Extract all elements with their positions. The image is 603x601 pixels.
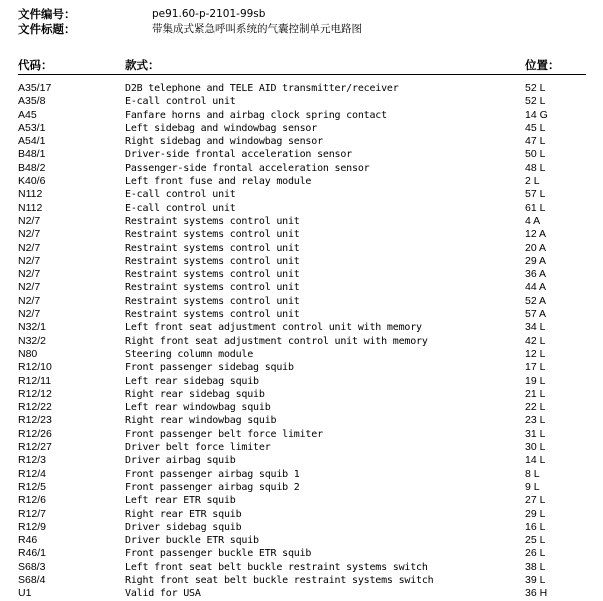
row-location: 48 L <box>525 161 546 174</box>
row-description: Left rear sidebag squib <box>125 375 259 387</box>
row-description: Driver belt force limiter <box>125 442 271 454</box>
table-row <box>18 175 586 188</box>
table-row <box>18 348 586 361</box>
row-description: Front passenger airbag squib 1 <box>125 468 300 480</box>
row-description: Left rear windowbag squib <box>125 402 271 414</box>
row-description: Right rear sidebag squib <box>125 388 265 400</box>
row-code: R12/6 <box>18 494 47 507</box>
table-row <box>18 228 586 241</box>
row-location: 29 A <box>525 254 547 267</box>
row-description: Steering column module <box>125 348 254 360</box>
row-description: Left front seat belt buckle restraint systems switch <box>125 561 428 573</box>
row-code: R12/10 <box>18 361 52 374</box>
row-code: A45 <box>18 108 37 121</box>
table-row <box>18 321 586 334</box>
row-location: 21 L <box>525 387 546 400</box>
table-row <box>18 388 586 401</box>
table-row <box>18 135 586 148</box>
table-row <box>18 587 586 600</box>
row-description: D2B telephone and TELE AID transmitter/receiver <box>125 83 399 94</box>
row-location: 42 L <box>525 334 546 347</box>
row-code: R12/9 <box>18 520 47 533</box>
row-code: A54/1 <box>18 135 46 148</box>
table-row <box>18 468 586 481</box>
row-location: 19 L <box>525 374 546 387</box>
component-table <box>18 82 586 601</box>
row-location: 16 L <box>525 520 546 533</box>
row-description: Left front seat adjustment control unit with memory <box>125 322 422 334</box>
row-code: N2/7 <box>18 254 41 267</box>
row-code: R12/27 <box>18 441 52 454</box>
table-row <box>18 268 586 281</box>
row-location: 45 L <box>525 121 546 134</box>
row-location: 52 A <box>525 294 547 307</box>
row-location: 23 L <box>525 414 546 427</box>
table-row <box>18 295 586 308</box>
row-code: R46/1 <box>18 547 47 560</box>
row-code: R12/7 <box>18 507 47 520</box>
row-location: 34 L <box>525 321 546 334</box>
row-location: 8 L <box>525 467 540 480</box>
row-location: 38 L <box>525 560 546 573</box>
row-description: Restraint systems control unit <box>125 255 300 267</box>
row-code: R12/11 <box>18 374 52 387</box>
row-code: N2/7 <box>18 281 41 294</box>
row-location: 14 G <box>525 108 548 121</box>
doc-number-value: pe91.60-p-2101-99sb <box>152 7 266 20</box>
row-description: Front passenger buckle ETR squib <box>125 548 312 560</box>
row-description: Front passenger belt force limiter <box>125 428 323 440</box>
table-row <box>18 481 586 494</box>
row-code: A53/1 <box>18 121 46 134</box>
row-location: 47 L <box>525 135 546 148</box>
row-description: Right rear windowbag squib <box>125 415 277 427</box>
row-code: R12/3 <box>18 454 47 467</box>
table-row <box>18 242 586 255</box>
row-code: N32/2 <box>18 334 47 347</box>
row-location: 26 L <box>525 547 546 560</box>
row-code: N80 <box>18 347 38 360</box>
header-location: 位置： <box>525 58 560 72</box>
row-location: 36 A <box>525 268 547 281</box>
table-row <box>18 335 586 348</box>
row-location: 9 L <box>525 480 540 493</box>
row-location: 61 L <box>525 201 546 214</box>
row-description: Restraint systems control unit <box>125 269 300 281</box>
row-code: A35/8 <box>18 95 46 108</box>
row-code: R12/5 <box>18 480 47 493</box>
table-row <box>18 255 586 268</box>
row-location: 52 L <box>525 82 546 94</box>
row-location: 50 L <box>525 148 546 161</box>
row-location: 12 A <box>525 228 547 241</box>
row-description: Valid for USA <box>125 588 201 600</box>
table-row <box>18 428 586 441</box>
row-location: 29 L <box>525 507 546 520</box>
row-location: 36 H <box>525 587 548 600</box>
row-code: U1 <box>18 587 32 600</box>
table-row <box>18 414 586 427</box>
row-description: Right sidebag and windowbag sensor <box>125 136 323 148</box>
row-code: K40/6 <box>18 175 46 188</box>
row-code: R12/26 <box>18 427 52 440</box>
row-code: S68/4 <box>18 573 46 586</box>
row-description: Right front seat adjustment control unit with memory <box>125 335 428 347</box>
table-row <box>18 547 586 560</box>
row-description: Front passenger airbag squib 2 <box>125 481 300 493</box>
table-row <box>18 82 586 95</box>
row-location: 17 L <box>525 361 546 374</box>
row-location: 30 L <box>525 441 546 454</box>
row-code: B48/2 <box>18 161 46 174</box>
row-code: N2/7 <box>18 241 41 254</box>
row-code: R46 <box>18 534 38 547</box>
row-description: Front passenger sidebag squib <box>125 362 294 374</box>
row-code: N32/1 <box>18 321 47 334</box>
row-code: B48/1 <box>18 148 46 161</box>
table-row <box>18 441 586 454</box>
table-row <box>18 375 586 388</box>
row-code: R12/22 <box>18 401 52 414</box>
row-description: Driver-side frontal acceleration sensor <box>125 149 352 161</box>
row-description: Left sidebag and windowbag sensor <box>125 122 318 134</box>
row-description: Right rear ETR squib <box>125 508 242 520</box>
row-code: N2/7 <box>18 214 41 227</box>
table-row <box>18 148 586 161</box>
row-location: 44 A <box>525 281 547 294</box>
table-row <box>18 122 586 135</box>
doc-number-label: 文件编号： <box>18 6 76 21</box>
table-row <box>18 508 586 521</box>
row-description: Driver buckle ETR squib <box>125 535 259 547</box>
row-location: 2 L <box>525 175 540 188</box>
row-code: A35/17 <box>18 82 52 94</box>
header-divider <box>18 74 586 75</box>
row-location: 4 A <box>525 214 541 227</box>
table-row <box>18 109 586 122</box>
row-description: Restraint systems control unit <box>125 229 300 241</box>
row-location: 14 L <box>525 454 546 467</box>
row-code: N112 <box>18 188 43 201</box>
table-row <box>18 308 586 321</box>
row-description: Passenger-side frontal acceleration sensor <box>125 162 370 174</box>
row-location: 52 L <box>525 95 546 108</box>
row-location: 57 L <box>525 188 546 201</box>
row-description: E-call control unit <box>125 96 236 108</box>
row-location: 27 L <box>525 494 546 507</box>
row-description: Restraint systems control unit <box>125 215 300 227</box>
row-description: Restraint systems control unit <box>125 309 300 321</box>
table-row <box>18 534 586 547</box>
row-description: Restraint systems control unit <box>125 242 300 254</box>
table-row <box>18 574 586 587</box>
row-description: Right front seat belt buckle restraint systems switch <box>125 574 434 586</box>
table-row <box>18 281 586 294</box>
table-row <box>18 188 586 201</box>
row-location: 39 L <box>525 573 546 586</box>
row-description: Driver airbag squib <box>125 455 236 467</box>
row-code: R12/12 <box>18 387 52 400</box>
table-row <box>18 361 586 374</box>
table-row <box>18 95 586 108</box>
table-row <box>18 215 586 228</box>
row-description: Left rear ETR squib <box>125 495 236 507</box>
doc-title-value: 带集成式紧急呼叫系统的气囊控制单元电路图 <box>152 23 362 35</box>
table-row <box>18 494 586 507</box>
document-meta <box>18 6 362 36</box>
table-header <box>18 57 586 71</box>
table-row <box>18 521 586 534</box>
doc-title-label: 文件标题： <box>18 21 76 36</box>
header-code: 代码： <box>18 58 53 72</box>
row-location: 12 L <box>525 347 546 360</box>
table-row <box>18 401 586 414</box>
row-description: Fanfare horns and airbag clock spring contact <box>125 109 387 121</box>
row-description: Restraint systems control unit <box>125 282 300 294</box>
row-description: Restraint systems control unit <box>125 295 300 307</box>
row-description: Left front fuse and relay module <box>125 176 312 188</box>
row-location: 22 L <box>525 401 546 414</box>
row-code: N2/7 <box>18 268 41 281</box>
doc-title-row <box>18 21 362 36</box>
row-code: N2/7 <box>18 228 41 241</box>
row-code: S68/3 <box>18 560 46 573</box>
row-code: N2/7 <box>18 308 41 321</box>
row-description: Driver sidebag squib <box>125 521 242 533</box>
row-code: R12/23 <box>18 414 52 427</box>
doc-number-row <box>18 6 362 21</box>
table-row <box>18 202 586 215</box>
row-location: 25 L <box>525 534 546 547</box>
row-code: N112 <box>18 201 43 214</box>
table-row <box>18 561 586 574</box>
row-code: R12/4 <box>18 467 47 480</box>
row-location: 57 A <box>525 308 547 321</box>
row-description: E-call control unit <box>125 202 236 214</box>
row-code: N2/7 <box>18 294 41 307</box>
table-row <box>18 454 586 467</box>
table-row <box>18 162 586 175</box>
row-description: E-call control unit <box>125 189 236 201</box>
header-description: 款式： <box>125 58 160 72</box>
row-location: 31 L <box>525 427 546 440</box>
row-location: 20 A <box>525 241 547 254</box>
